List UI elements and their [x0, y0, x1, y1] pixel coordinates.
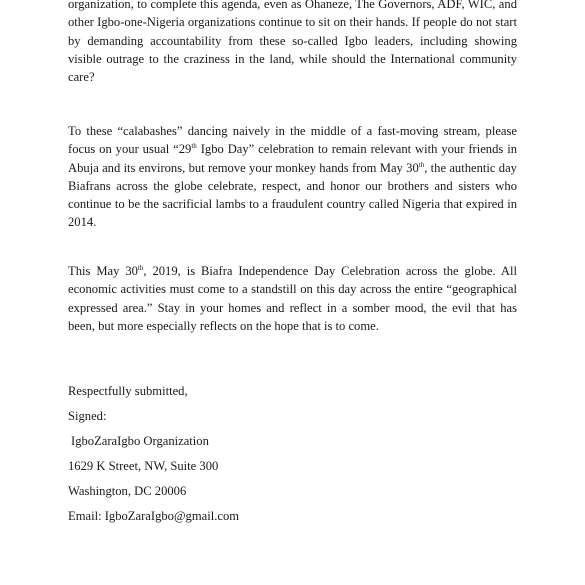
- paragraph-text: This May 30: [68, 264, 138, 278]
- paragraph-accountability: [68, 0, 517, 86]
- paragraph-calabashes: [68, 122, 517, 232]
- closing-line: Respectfully submitted,: [68, 384, 188, 398]
- street-address: 1629 K Street, NW, Suite 300: [68, 459, 219, 473]
- ordinal-suffix: th: [191, 142, 197, 151]
- city-address: Washington, DC 20006: [68, 484, 187, 498]
- paragraph-text: organization, to complete this agenda, even as Ohaneze, The Governors, ADF, WIC, and other Igbo-one-Nigeria organizations continue to sit on their hands. If people do not start by demanding accountability from these so-called Igbo leaders, including showing visible outrage to the craziness in the land, while should the International community care?: [68, 0, 517, 85]
- paragraph-text: To these “calabashes” dancing naively in the middle of a fast-moving stream, please focus on your usual “29: [68, 124, 517, 157]
- ordinal-suffix: th: [418, 160, 425, 169]
- paragraph-text: , 2019, is Biafra Independence Day Celebration across the globe. All economic activities must come to a standstill on this day across the entire “geographical expressed area.” Stay in your homes and reflect in a somber mood, the evil that has been, but more especially reflects on the hope that is to come.: [68, 264, 517, 333]
- email-line: Email: IgboZaraIgbo@gmail.com: [68, 509, 240, 523]
- organization-name: IgboZaraIgbo Organization: [71, 434, 209, 448]
- signed-label: Signed:: [68, 409, 107, 423]
- paragraph-text: Igbo Day” celebration to remain relevant with your friends in Abuja and its environs, but remove your monkey hands from May 30: [68, 142, 517, 175]
- paragraph-text: , the authentic day Biafrans across the globe celebrate, respect, and honor our brothers and sisters who continue to be the sacrificial lambs to a fraudulent country called Nigeria that expired in 2014.: [68, 160, 517, 230]
- paragraph-independence-day: [68, 262, 517, 335]
- ordinal-suffix: th: [137, 264, 144, 272]
